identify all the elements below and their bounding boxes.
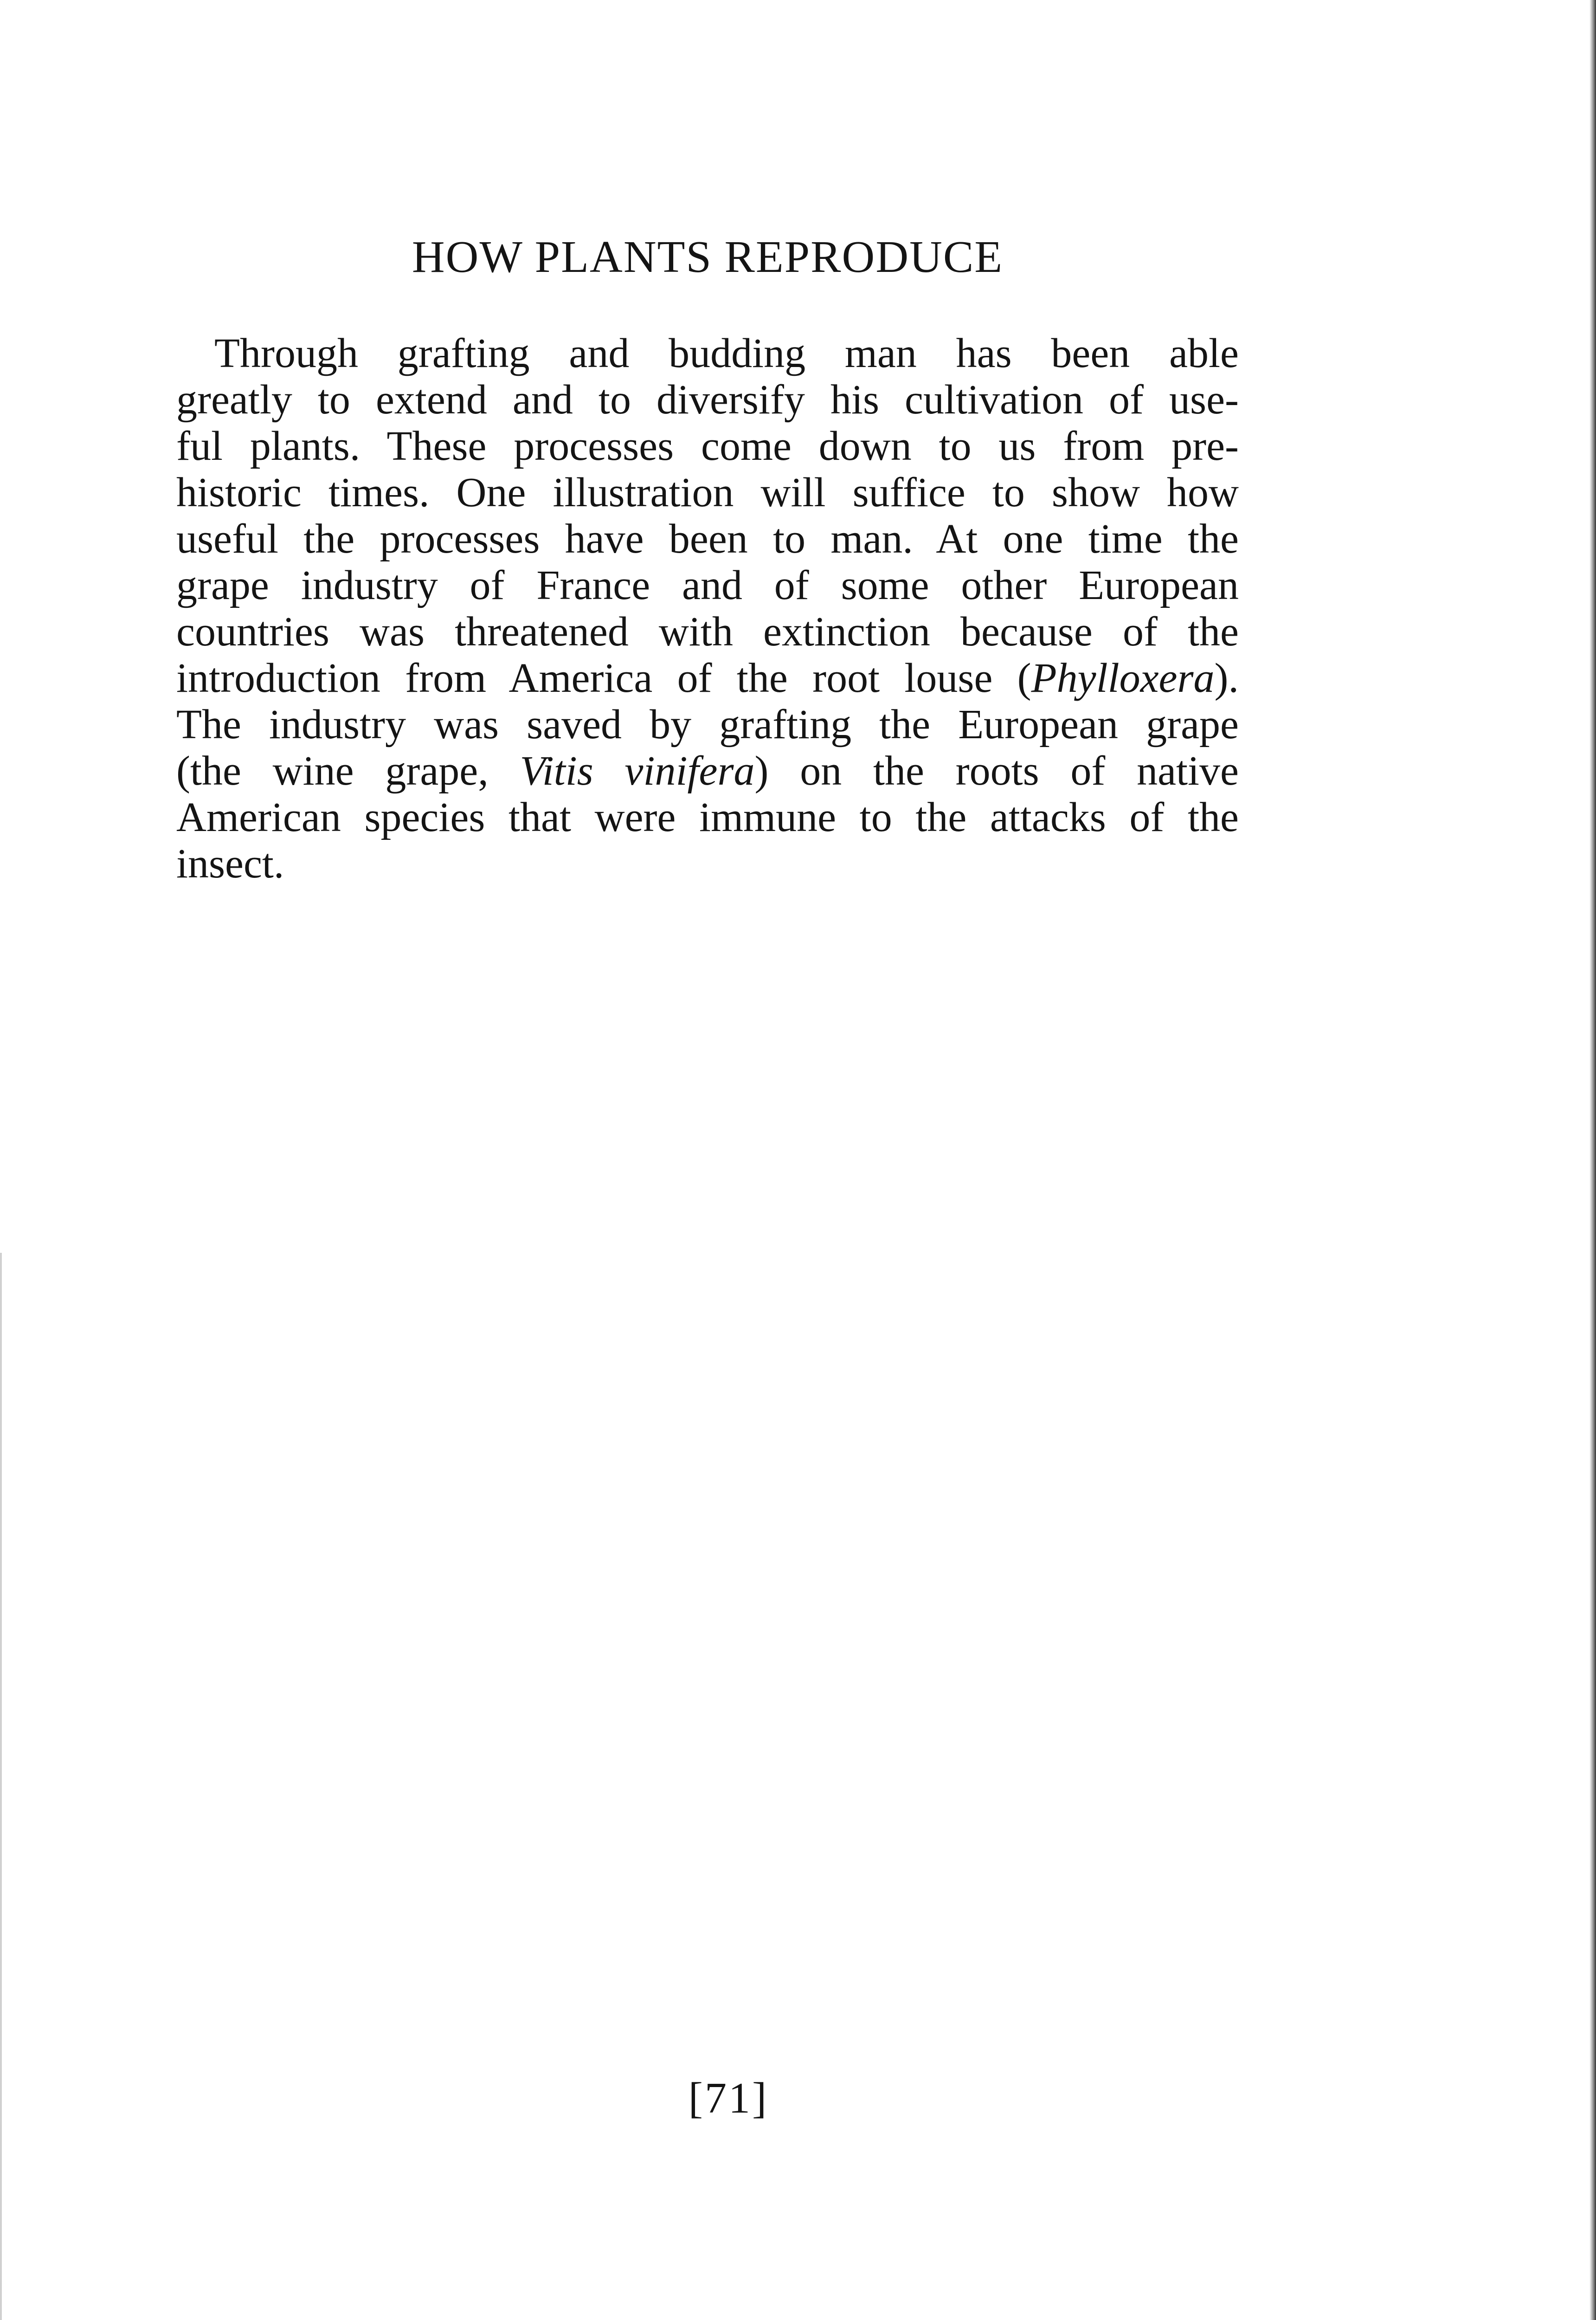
text-line [176, 423, 1239, 470]
text-line [176, 377, 1239, 423]
text-segment: Through grafting and budding man has been able [214, 330, 1239, 376]
text-segment: insect. [176, 841, 284, 887]
page-number: [71] [688, 2074, 769, 2122]
body-paragraph [176, 330, 1239, 887]
text-segment: The industry was saved by grafting the European grape [176, 702, 1239, 748]
text-line [176, 655, 1239, 702]
running-head: HOW PLANTS REPRODUCE [412, 232, 1004, 282]
text-line [176, 794, 1239, 841]
text-line [176, 562, 1239, 609]
scan-edge-left [0, 1253, 2, 2320]
text-line [176, 609, 1239, 655]
scan-edge-shadow [1590, 0, 1596, 2320]
text-line [176, 748, 1239, 794]
text-line [176, 516, 1239, 562]
text-segment: introduction from America of the root louse ( [176, 655, 1031, 701]
text-segment: ) on the roots of native [754, 748, 1239, 794]
text-line [176, 470, 1239, 516]
text-line [176, 702, 1239, 748]
text-segment: (the wine grape, [176, 748, 520, 794]
text-segment: American species that were immune to the attacks of the [176, 794, 1239, 840]
italic-genus-name: Phylloxera [1031, 655, 1215, 701]
text-segment: historic times. One illustration will suffice to show how [176, 470, 1239, 516]
text-segment: ful plants. These processes come down to us from pre- [176, 423, 1239, 469]
text-segment: countries was threatened with extinction because of the [176, 609, 1239, 655]
italic-species-name: Vitis vinifera [520, 748, 755, 794]
text-line [176, 330, 1239, 377]
text-segment: grape industry of France and of some other European [176, 562, 1239, 608]
text-segment: ). [1214, 655, 1239, 701]
text-line [176, 841, 1239, 887]
text-segment: greatly to extend and to diversify his cultivation of use- [176, 377, 1239, 423]
text-segment: useful the processes have been to man. At one time the [176, 516, 1239, 562]
